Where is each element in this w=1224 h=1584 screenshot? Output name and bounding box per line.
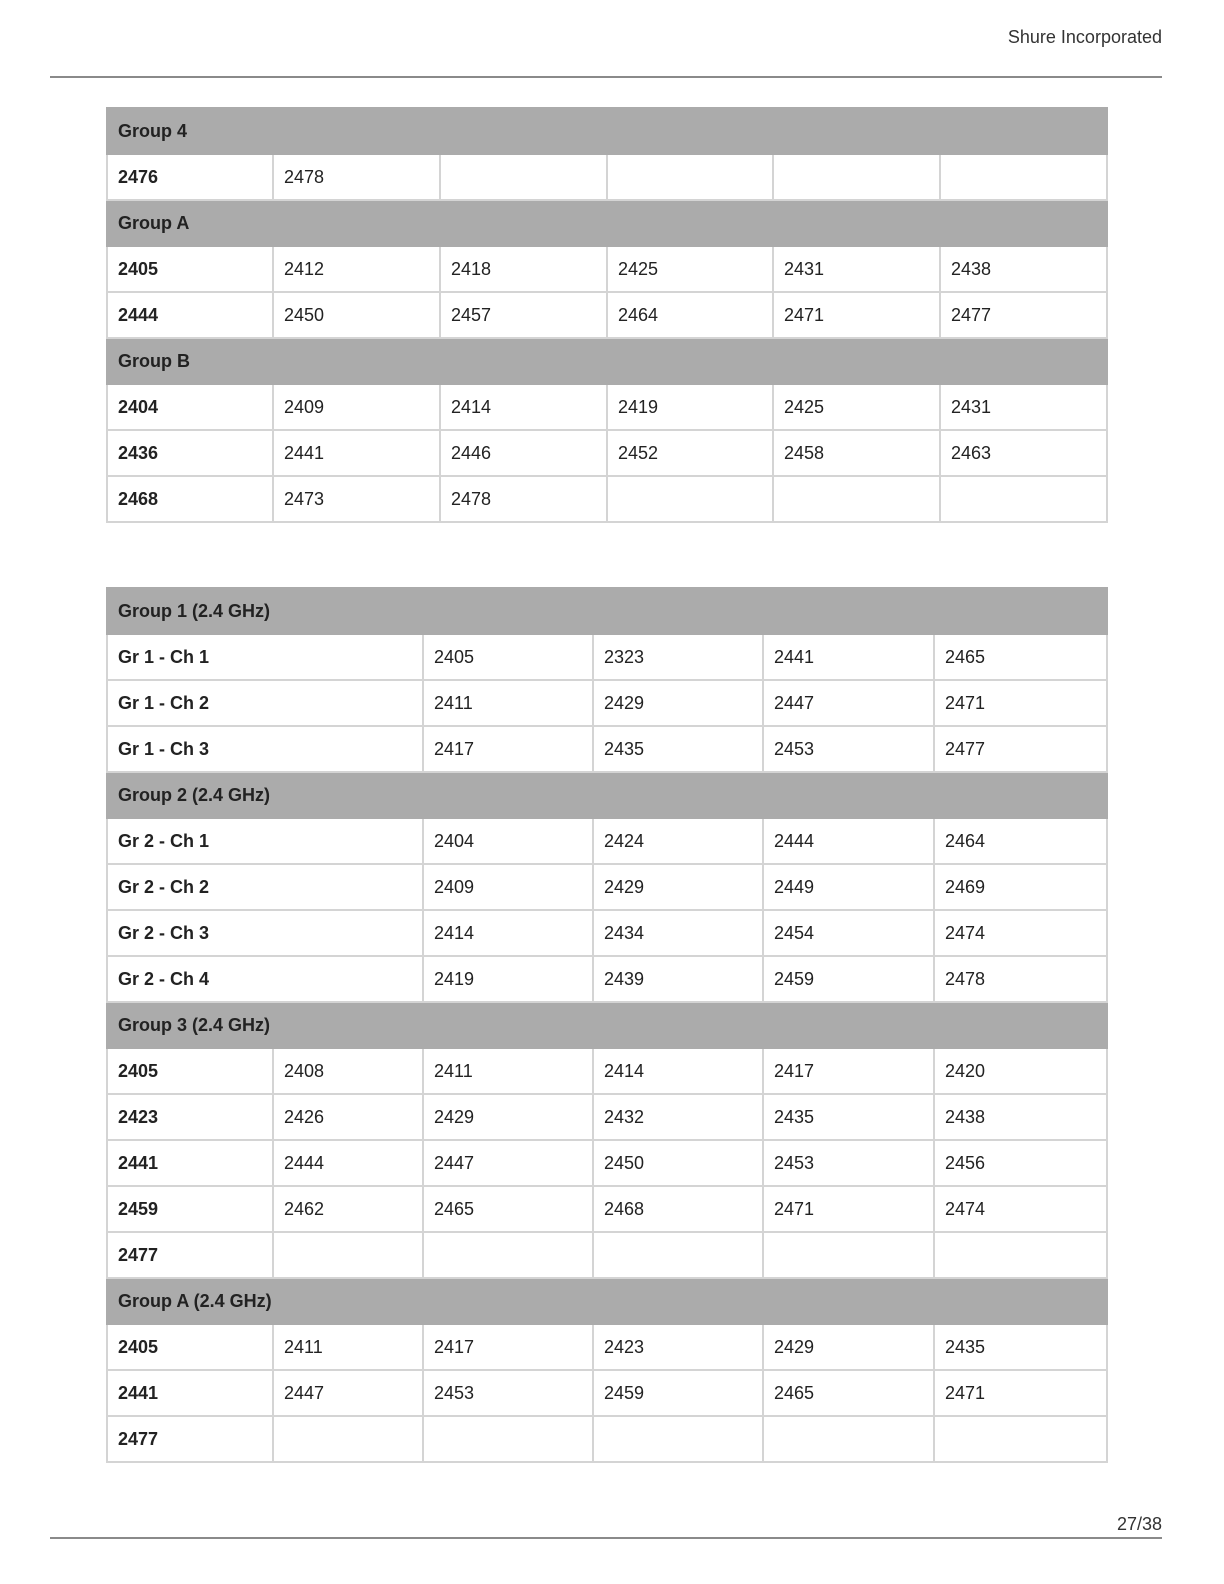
frequency-cell: 2465 [763,1370,934,1416]
frequency-cell: 2405 [107,1048,273,1094]
frequency-cell: 2450 [273,292,440,338]
frequency-cell: 2408 [273,1048,423,1094]
frequency-cell: 2417 [423,726,593,772]
frequency-cell: 2405 [107,1324,273,1370]
frequency-table-1 [106,107,1108,523]
frequency-cell: 2471 [763,1186,934,1232]
frequency-cell: 2426 [273,1094,423,1140]
frequency-cell: 2449 [763,864,934,910]
frequency-cell: 2447 [423,1140,593,1186]
frequency-cell: 2419 [423,956,593,1002]
frequency-cell [423,1416,593,1462]
frequency-cell: 2458 [773,430,940,476]
frequency-cell: 2438 [934,1094,1107,1140]
group-title: Group 4 [107,108,1107,154]
frequency-cell: 2441 [107,1370,273,1416]
frequency-cell: 2414 [423,910,593,956]
frequency-cell: 2469 [934,864,1107,910]
group-header-row [107,1278,1107,1324]
frequency-cell: 2468 [107,476,273,522]
frequency-cell: 2446 [440,430,607,476]
frequency-cell [763,1232,934,1278]
frequency-cell [273,1232,423,1278]
frequency-cell: 2409 [423,864,593,910]
group-title: Group A [107,200,1107,246]
channel-label-cell: Gr 1 - Ch 3 [107,726,423,772]
group-title: Group 3 (2.4 GHz) [107,1002,1107,1048]
table-row [107,1094,1107,1140]
frequency-cell [273,1416,423,1462]
frequency-cell: 2404 [423,818,593,864]
table-row [107,1416,1107,1462]
frequency-cell: 2468 [593,1186,763,1232]
group-title: Group A (2.4 GHz) [107,1278,1107,1324]
frequency-cell: 2477 [107,1232,273,1278]
frequency-cell [773,154,940,200]
frequency-cell: 2429 [593,864,763,910]
table-row [107,1324,1107,1370]
frequency-cell: 2478 [934,956,1107,1002]
frequency-cell: 2409 [273,384,440,430]
table-row [107,430,1107,476]
frequency-cell: 2417 [763,1048,934,1094]
table-row [107,910,1107,956]
frequency-cell: 2411 [423,680,593,726]
footer-divider [50,1537,1162,1539]
frequency-cell: 2425 [607,246,773,292]
frequency-cell: 2423 [593,1324,763,1370]
channel-label-cell: Gr 2 - Ch 3 [107,910,423,956]
frequency-cell: 2424 [593,818,763,864]
frequency-cell [763,1416,934,1462]
frequency-cell: 2474 [934,910,1107,956]
frequency-cell: 2444 [273,1140,423,1186]
frequency-cell: 2457 [440,292,607,338]
frequency-cell: 2473 [273,476,440,522]
frequency-cell: 2471 [773,292,940,338]
frequency-cell: 2414 [593,1048,763,1094]
frequency-cell: 2411 [273,1324,423,1370]
frequency-cell: 2419 [607,384,773,430]
table-row [107,1370,1107,1416]
frequency-cell: 2429 [593,680,763,726]
frequency-cell: 2474 [934,1186,1107,1232]
frequency-cell: 2414 [440,384,607,430]
frequency-cell: 2477 [934,726,1107,772]
frequency-cell: 2447 [273,1370,423,1416]
frequency-cell: 2464 [607,292,773,338]
frequency-cell: 2471 [934,1370,1107,1416]
frequency-cell: 2452 [607,430,773,476]
channel-label-cell: Gr 2 - Ch 4 [107,956,423,1002]
group-header-row [107,338,1107,384]
group-header-row [107,772,1107,818]
frequency-cell: 2434 [593,910,763,956]
table-row [107,292,1107,338]
page-number: 27/38 [1116,1514,1162,1534]
table-row [107,956,1107,1002]
frequency-cell: 2435 [763,1094,934,1140]
frequency-cell: 2435 [934,1324,1107,1370]
frequency-cell [440,154,607,200]
frequency-cell [773,476,940,522]
frequency-table-2 [106,587,1108,1463]
frequency-cell [607,154,773,200]
channel-label-cell: Gr 2 - Ch 2 [107,864,423,910]
frequency-cell [934,1232,1107,1278]
table-row [107,1140,1107,1186]
frequency-cell: 2418 [440,246,607,292]
frequency-cell: 2450 [593,1140,763,1186]
frequency-cell [423,1232,593,1278]
frequency-cell: 2438 [940,246,1107,292]
frequency-cell: 2453 [763,726,934,772]
frequency-cell: 2476 [107,154,273,200]
frequency-cell: 2405 [423,634,593,680]
table-row [107,726,1107,772]
frequency-cell: 2456 [934,1140,1107,1186]
group-title: Group 1 (2.4 GHz) [107,588,1107,634]
channel-label-cell: Gr 2 - Ch 1 [107,818,423,864]
frequency-cell: 2478 [273,154,440,200]
page-header-company: Shure Incorporated [1007,27,1162,47]
group-title: Group B [107,338,1107,384]
table-row [107,634,1107,680]
frequency-cell: 2477 [940,292,1107,338]
group-header-row [107,588,1107,634]
frequency-cell: 2471 [934,680,1107,726]
table-row [107,818,1107,864]
frequency-cell: 2431 [940,384,1107,430]
frequency-cell: 2463 [940,430,1107,476]
frequency-cell [940,476,1107,522]
frequency-cell: 2459 [107,1186,273,1232]
frequency-cell: 2405 [107,246,273,292]
header-divider [50,76,1162,78]
frequency-cell: 2441 [273,430,440,476]
frequency-cell: 2429 [423,1094,593,1140]
frequency-cell: 2439 [593,956,763,1002]
frequency-cell: 2441 [763,634,934,680]
frequency-cell: 2412 [273,246,440,292]
table-row [107,476,1107,522]
table-row [107,246,1107,292]
frequency-cell: 2459 [593,1370,763,1416]
frequency-cell [607,476,773,522]
channel-label-cell: Gr 1 - Ch 2 [107,680,423,726]
frequency-cell: 2420 [934,1048,1107,1094]
frequency-cell: 2478 [440,476,607,522]
frequency-cell: 2423 [107,1094,273,1140]
group-title: Group 2 (2.4 GHz) [107,772,1107,818]
group-header-row [107,1002,1107,1048]
table-row [107,384,1107,430]
frequency-cell: 2464 [934,818,1107,864]
frequency-cell: 2432 [593,1094,763,1140]
channel-label-cell: Gr 1 - Ch 1 [107,634,423,680]
group-header-row [107,200,1107,246]
table-row [107,1232,1107,1278]
frequency-cell: 2411 [423,1048,593,1094]
frequency-cell: 2444 [107,292,273,338]
frequency-cell: 2447 [763,680,934,726]
frequency-cell [593,1416,763,1462]
frequency-cell: 2323 [593,634,763,680]
table-row [107,1186,1107,1232]
frequency-cell: 2454 [763,910,934,956]
frequency-cell: 2417 [423,1324,593,1370]
frequency-cell: 2436 [107,430,273,476]
frequency-cell: 2453 [763,1140,934,1186]
frequency-cell: 2465 [423,1186,593,1232]
frequency-cell [593,1232,763,1278]
frequency-cell: 2477 [107,1416,273,1462]
frequency-cell: 2465 [934,634,1107,680]
frequency-cell: 2444 [763,818,934,864]
frequency-cell: 2429 [763,1324,934,1370]
table-row [107,864,1107,910]
frequency-cell [940,154,1107,200]
table-row [107,1048,1107,1094]
table-row [107,680,1107,726]
frequency-cell: 2425 [773,384,940,430]
group-header-row [107,108,1107,154]
table-row [107,154,1107,200]
frequency-cell: 2441 [107,1140,273,1186]
frequency-cell: 2435 [593,726,763,772]
frequency-cell: 2462 [273,1186,423,1232]
frequency-cell: 2404 [107,384,273,430]
frequency-cell: 2431 [773,246,940,292]
frequency-cell: 2453 [423,1370,593,1416]
frequency-cell: 2459 [763,956,934,1002]
frequency-cell [934,1416,1107,1462]
